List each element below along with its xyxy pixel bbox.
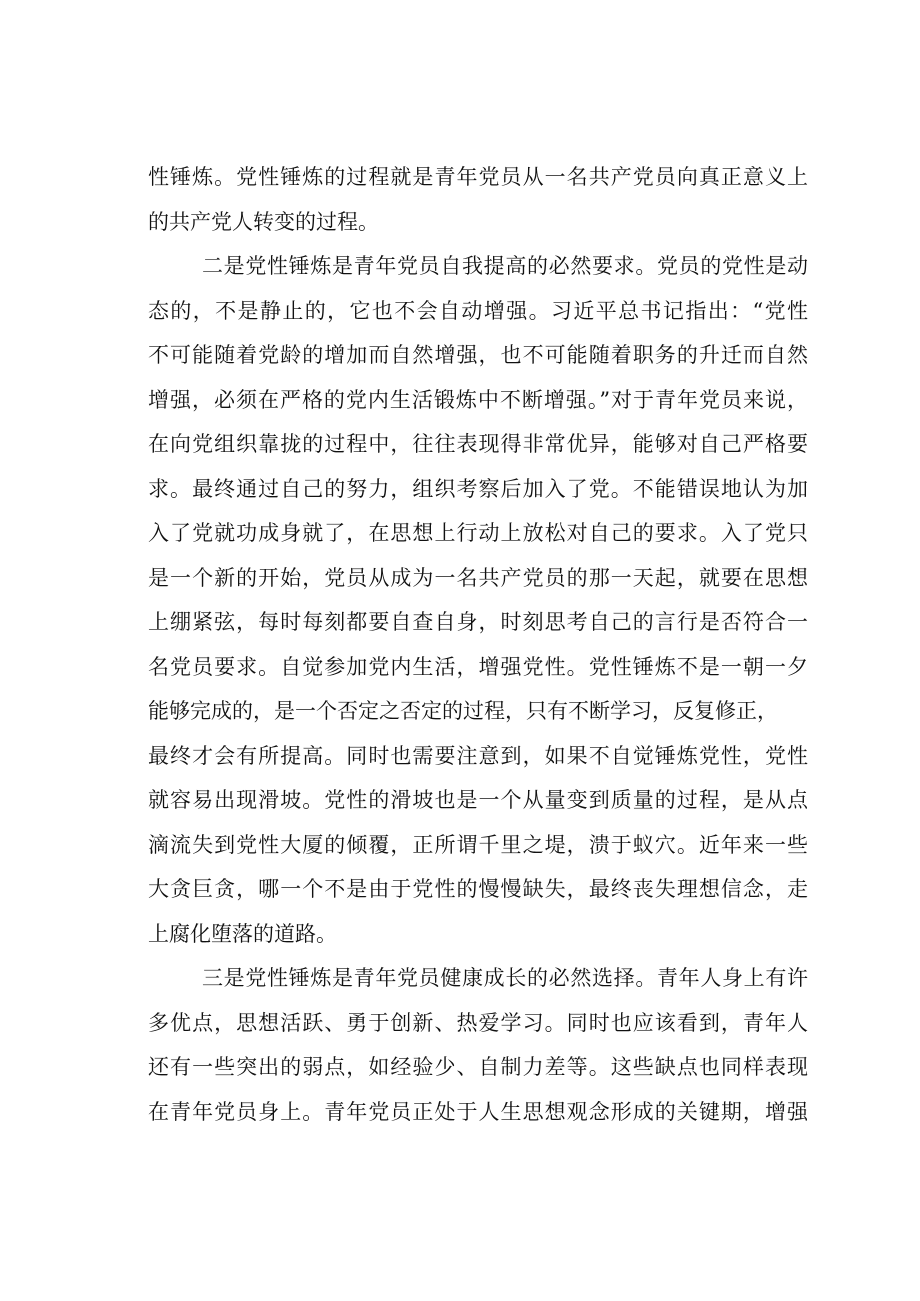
text-line: 在向党组织靠拢的过程中，往往表现得非常优异，能够对自己严格要 [148, 432, 808, 456]
text-line: 的共产党人转变的过程。 [148, 209, 379, 234]
text-line: 三是党性锤炼是青年党员健康成长的必然选择。青年人身上有许 [202, 966, 808, 990]
text-line: 滴流失到党性大厦的倾覆，正所谓千里之堤，溃于蚁穴。近年来一些 [148, 832, 808, 857]
text-line: 多优点，思想活跃、勇于创新、热爱学习。同时也应该看到，青年人 [148, 1010, 808, 1035]
body-text [148, 155, 808, 1134]
text-line: 能够完成的，是一个否定之否定的过程，只有不断学习，反复修正， [148, 699, 778, 723]
text-line: 二是党性锤炼是青年党员自我提高的必然要求。党员的党性是动 [202, 254, 808, 278]
paragraph-three [148, 956, 808, 1134]
paragraph-two [148, 244, 808, 956]
text-line: 还有一些突出的弱点，如经验少、自制力差等。这些缺点也同样表现 [148, 1055, 808, 1079]
text-line: 增强，必须在严格的党内生活锻炼中不断增强。”对于青年党员来说， [148, 387, 808, 412]
text-line: 上腐化堕落的道路。 [148, 921, 337, 946]
text-line: 大贪巨贪，哪一个不是由于党性的慢慢缺失，最终丧失理想信念，走 [148, 877, 808, 901]
text-line: 入了党就功成身就了，在思想上行动上放松对自己的要求。入了党只 [148, 521, 808, 545]
text-line: 是一个新的开始，党员从成为一名共产党员的那一天起，就要在思想 [148, 565, 808, 590]
text-line: 就容易出现滑坡。党性的滑坡也是一个从量变到质量的过程，是从点 [148, 788, 808, 812]
text-line: 最终才会有所提高。同时也需要注意到，如果不自觉锤炼党性，党性 [148, 743, 808, 768]
text-line: 态的，不是静止的，它也不会自动增强。习近平总书记指出：“党性 [148, 298, 808, 323]
text-line: 性锤炼。党性锤炼的过程就是青年党员从一名共产党员向真正意义上 [148, 165, 808, 189]
text-line: 求。最终通过自己的努力，组织考察后加入了党。不能错误地认为加 [148, 476, 808, 501]
text-line: 上绷紧弦，每时每刻都要自查自身，时刻思考自己的言行是否符合一 [148, 610, 808, 634]
text-line: 不可能随着党龄的增加而自然增强，也不可能随着职务的升迁而自然 [148, 343, 808, 367]
text-line: 名党员要求。自觉参加党内生活，增强党性。党性锤炼不是一朝一夕 [148, 654, 808, 679]
text-line: 在青年党员身上。青年党员正处于人生思想观念形成的关键期，增强 [148, 1099, 808, 1124]
paragraph-continuation [148, 155, 808, 244]
